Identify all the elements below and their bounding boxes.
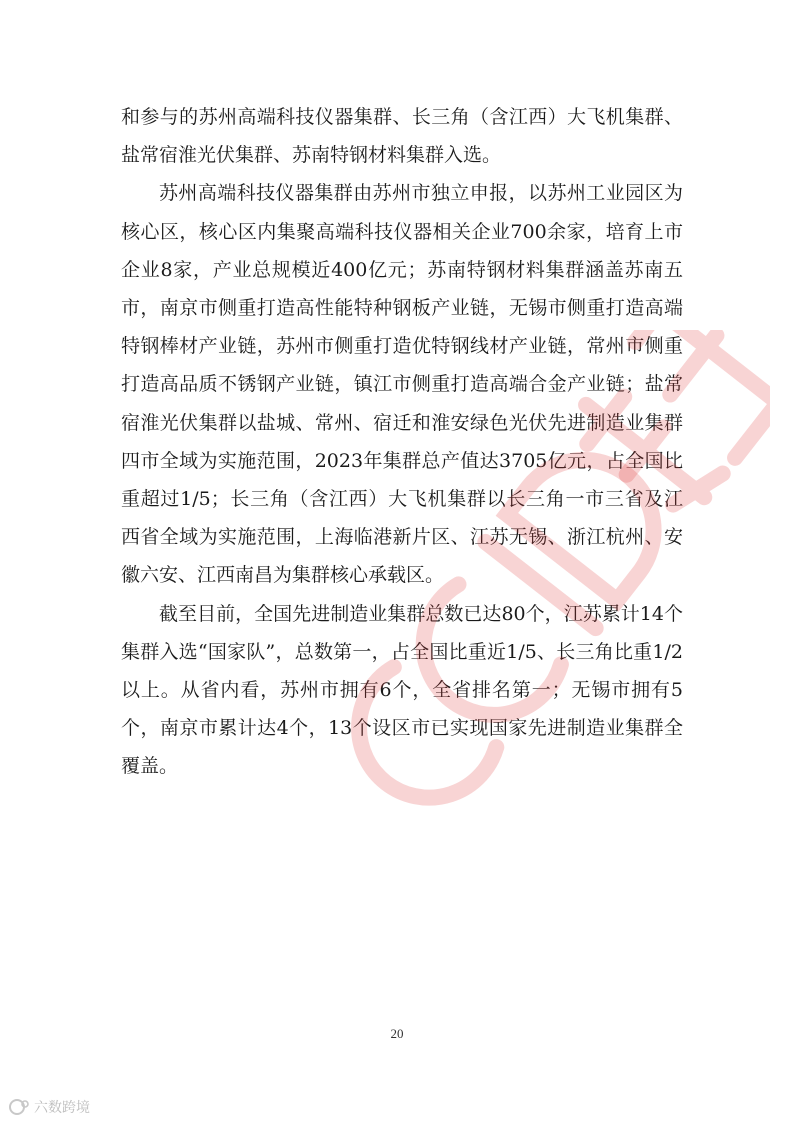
document-body <box>121 98 683 786</box>
logo-text: 六数跨境 <box>34 1100 90 1116</box>
paragraph-3: 截至目前，全国先进制造业集群总数已达80个，江苏累计14个集群入选“国家队”，总数第一，占全国比重近1/5、长三角比重1/2以上。从省内看，苏州市拥有6个，全省排名第一；无锡市拥有5个，南京市累计达4个，13个设区市已实现国家先进制造业集群全覆盖。 <box>121 602 683 778</box>
page-number: 20 <box>390 1026 404 1041</box>
paragraph-2: 苏州高端科技仪器集群由苏州市独立申报，以苏州工业园区为核心区，核心区内集聚高端科技仪器相关企业700余家，培育上市企业8家，产业总规模近400亿元；苏南特钢材料集群涵盖苏南五市，南京市侧重打造高性能特种钢板产业链，无锡市侧重打造高端特钢棒材产业链，苏州市侧重打造优特钢线材产业链，常州市侧重打造高品质不锈钢产业链，镇江市侧重打造高端合金产业链；盐常宿淮光伏集群以盐城、常州、宿迁和淮安绿色光伏先进制造业集群四市全域为实施范围，2023年集群总产值达3705亿元，占全国比重超过1/5；长三角（含江西）大飞机集群以长三角一市三省及江西省全域为实施范围，上海临港新片区、江苏无锡、浙江杭州、安徽六安、江西南昌为集群核心承载区。 <box>121 182 683 587</box>
paragraph-1: 和参与的苏州高端科技仪器集群、长三角（含江西）大飞机集群、盐常宿淮光伏集群、苏南特钢材料集群入选。 <box>121 106 683 167</box>
brand-logo-icon <box>8 1098 30 1116</box>
footer-logo <box>8 1096 90 1118</box>
